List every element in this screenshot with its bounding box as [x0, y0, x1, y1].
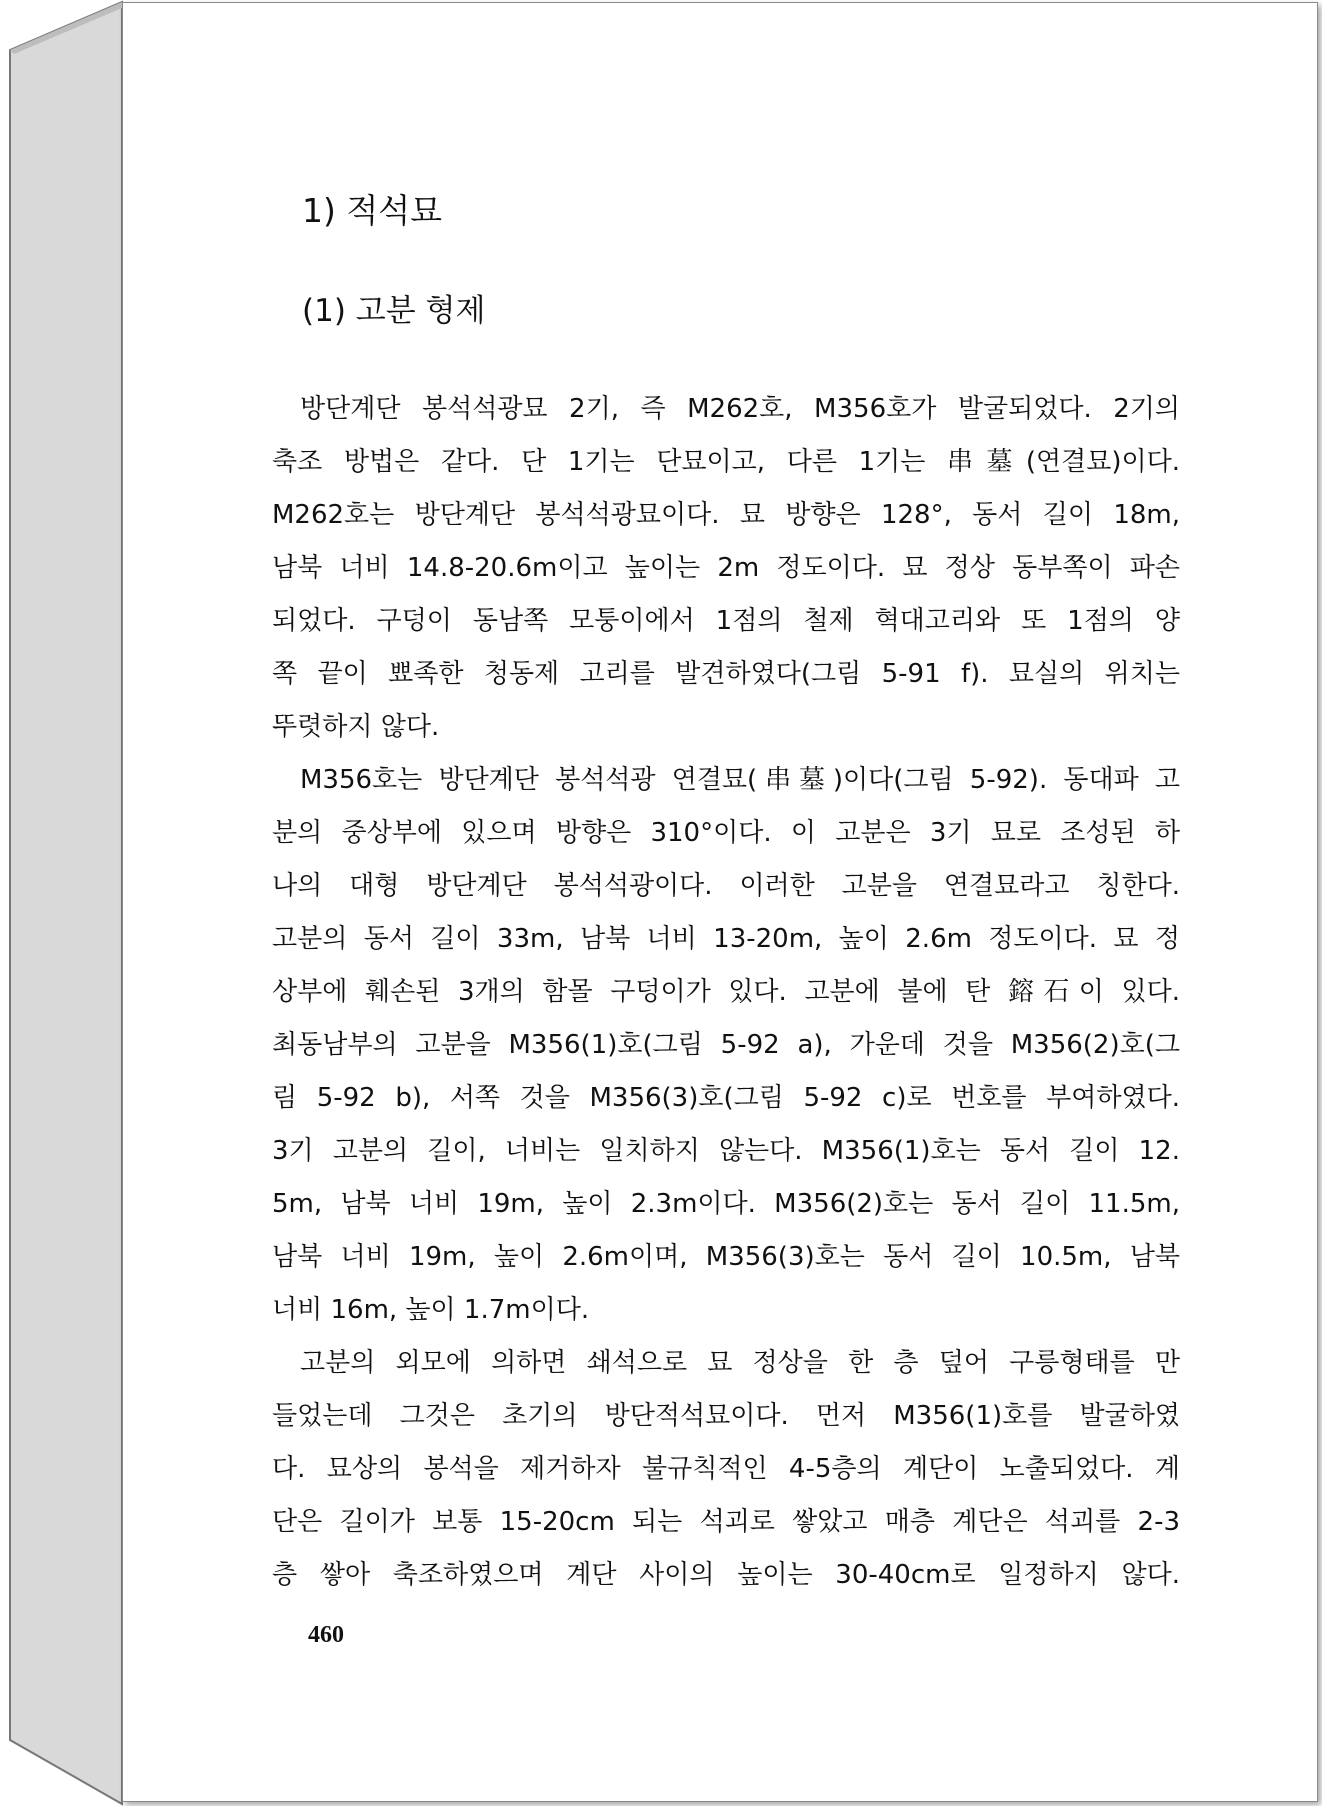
- text-line: 남북 너비 14.8-20.6m이고 높이는 2m 정도이다. 묘 정상 동부쪽이 파손: [272, 553, 1180, 583]
- paragraph: [272, 754, 1180, 1337]
- text-line: 단은 길이가 보통 15-20cm 되는 석괴로 쌓았고 매층 계단은 석괴를 2-3: [272, 1507, 1180, 1537]
- text-line: M262호는 방단계단 봉석석광묘이다. 묘 방향은 128°, 동서 길이 18m,: [272, 500, 1180, 530]
- text-line: 고분의 동서 길이 33m, 남북 너비 13-20m, 높이 2.6m 정도이다. 묘 정: [272, 924, 1180, 954]
- page-number: 460: [308, 1622, 344, 1648]
- text-line: 3기 고분의 길이, 너비는 일치하지 않는다. M356(1)호는 동서 길이 12.: [272, 1136, 1180, 1166]
- text-line: 방단계단 봉석석광묘 2기, 즉 M262호, M356호가 발굴되었다. 2기의: [300, 394, 1180, 424]
- text-line: 뚜렷하지 않다.: [272, 712, 440, 742]
- body-text: [272, 383, 1180, 1602]
- book-spine-edge: [0, 0, 130, 1806]
- text-line: 다. 묘상의 봉석을 제거하자 불규칙적인 4-5층의 계단이 노출되었다. 계: [272, 1454, 1180, 1484]
- text-line: 분의 중상부에 있으며 방향은 310°이다. 이 고분은 3기 묘로 조성된 하: [272, 818, 1180, 848]
- text-line: 축조 방법은 같다. 단 1기는 단묘이고, 다른 1기는 串墓(연결묘)이다.: [272, 447, 1180, 477]
- text-line: 5m, 남북 너비 19m, 높이 2.3m이다. M356(2)호는 동서 길이 11.5m,: [272, 1189, 1180, 1219]
- text-line: 림 5-92 b), 서쪽 것을 M356(3)호(그림 5-92 c)로 번호를 부여하였다.: [272, 1083, 1180, 1113]
- subsection-heading: (1) 고분 형제: [302, 293, 486, 329]
- text-line: 나의 대형 방단계단 봉석석광이다. 이러한 고분을 연결묘라고 칭한다.: [272, 871, 1180, 901]
- text-line: 쪽 끝이 뾰족한 청동제 고리를 발견하였다(그림 5-91 f). 묘실의 위치는: [272, 659, 1180, 689]
- text-line: 남북 너비 19m, 높이 2.6m이며, M356(3)호는 동서 길이 10.5m, 남북: [272, 1242, 1180, 1272]
- text-line: 들었는데 그것은 초기의 방단적석묘이다. 먼저 M356(1)호를 발굴하였: [272, 1401, 1180, 1431]
- text-line: 상부에 훼손된 3개의 함몰 구덩이가 있다. 고분에 불에 탄 鎔石이 있다.: [272, 977, 1180, 1007]
- text-line: 되었다. 구덩이 동남쪽 모퉁이에서 1점의 철제 혁대고리와 또 1점의 양: [272, 606, 1180, 636]
- text-line: 층 쌓아 축조하였으며 계단 사이의 높이는 30-40cm로 일정하지 않다.: [272, 1560, 1180, 1590]
- paragraph: [272, 1337, 1180, 1602]
- section-heading: 1) 적석묘: [302, 191, 442, 230]
- paragraph: [272, 383, 1180, 754]
- text-line: M356호는 방단계단 봉석석광 연결묘(串墓)이다(그림 5-92). 동대파 고: [300, 765, 1180, 795]
- text-line: 최동남부의 고분을 M356(1)호(그림 5-92 a), 가운데 것을 M356(2)호(그: [272, 1030, 1180, 1060]
- text-line: 너비 16m, 높이 1.7m이다.: [272, 1295, 590, 1325]
- text-line: 고분의 외모에 의하면 쇄석으로 묘 정상을 한 층 덮어 구릉형태를 만: [300, 1348, 1180, 1378]
